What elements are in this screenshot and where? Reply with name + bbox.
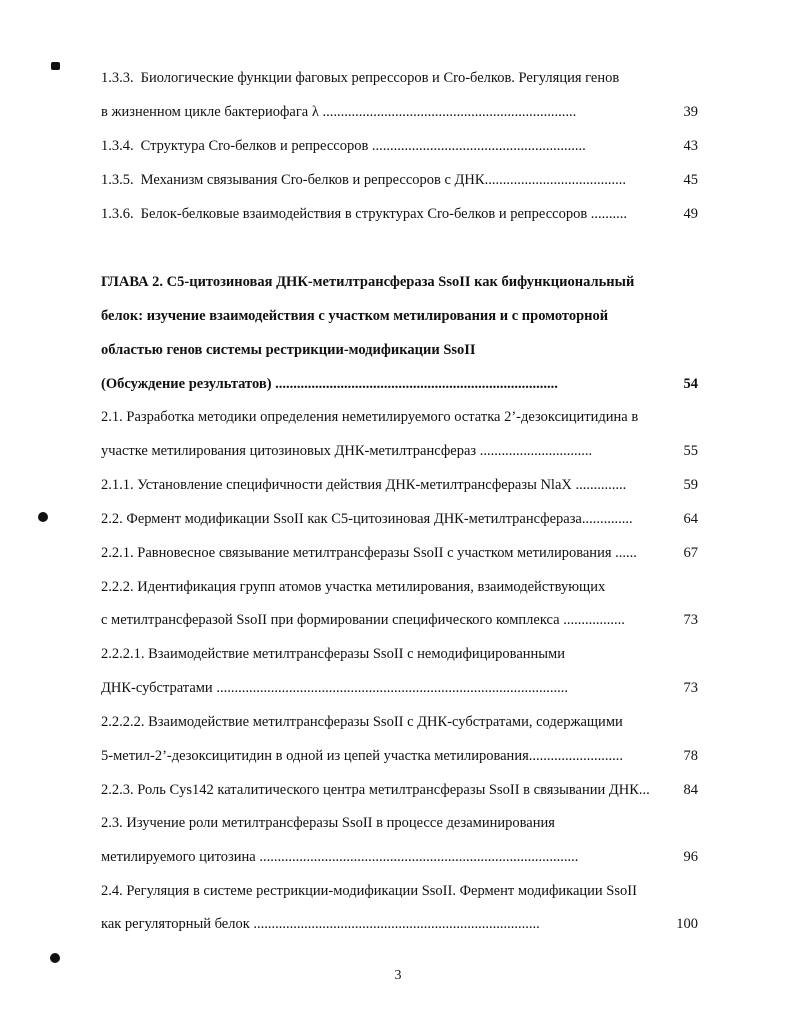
toc-entry-text: в жизненном цикле бактериофага λ ...................................................................... — [101, 104, 577, 120]
toc-entry: 2.2.2. Идентификация групп атомов участка метилирования, взаимодействующих — [101, 579, 606, 595]
toc-page-number: 67 — [683, 545, 698, 561]
scan-mark-bottom — [50, 953, 60, 963]
toc-page-number: 73 — [683, 680, 698, 696]
toc-entry: 2.4. Регуляция в системе рестрикции-модификации SsoII. Фермент модификации SsoII — [101, 883, 637, 899]
toc-page-number: 64 — [683, 511, 698, 527]
toc-page-number: 96 — [683, 849, 698, 865]
toc-entry: 2.2.1. Равновесное связывание метилтрансферазы SsoII с участком метилирования ...... — [101, 545, 637, 561]
toc-entry-text: Механизм связывания Cro-белков и репрессоров с ДНК....................................... — [140, 172, 626, 188]
toc-entry — [101, 134, 661, 158]
toc-entry: 2.1. Разработка методики определения неметилируемого остатка 2’-дезоксицитидина в — [101, 409, 639, 425]
chapter-heading: белок: изучение взаимодействия с участком метилирования и с промоторной — [101, 308, 609, 324]
toc-entry: ДНК-субстратами ................................................................................................. — [101, 680, 568, 696]
toc-entry-number: 1.3.6. — [101, 206, 134, 222]
toc-page-number: 55 — [683, 443, 698, 459]
toc-entry: с метилтрансферазой SsoII при формировании специфического комплекса ................. — [101, 612, 625, 628]
toc-entry: участке метилирования цитозиновых ДНК-метилтрансфераз ............................... — [101, 443, 593, 459]
scan-mark-middle — [38, 512, 48, 522]
toc-page-number: 100 — [676, 916, 698, 932]
toc-entry-text: Белок-белковые взаимодействия в структурах Cro-белков и репрессоров .......... — [140, 206, 628, 222]
chapter-heading: (Обсуждение результатов) .............................................................................. — [101, 376, 558, 392]
toc-entry-number: 1.3.3. — [101, 70, 134, 86]
page-footer-number: 3 — [394, 968, 402, 983]
toc-page-number: 39 — [683, 104, 698, 120]
toc-entry-text: Биологические функции фаговых репрессоров и Cro-белков. Регуляция генов — [140, 70, 620, 86]
toc-page-number: 78 — [683, 748, 698, 764]
toc-entry-text: Структура Cro-белков и репрессоров ........................................................... — [140, 138, 586, 154]
toc-page-number: 73 — [683, 612, 698, 628]
toc-entry — [101, 202, 661, 226]
toc-entry — [101, 100, 661, 124]
toc-entry: 2.2.2.2. Взаимодействие метилтрансферазы SsoII с ДНК-субстратами, содержащими — [101, 714, 623, 730]
toc-entry: как регуляторный белок ............................................................................... — [101, 916, 540, 932]
toc-page-number: 84 — [683, 782, 698, 798]
toc-entry — [101, 168, 661, 192]
toc-entry — [101, 66, 661, 90]
toc-entry: 2.2.2.1. Взаимодействие метилтрансферазы SsoII с немодифицированными — [101, 646, 565, 662]
chapter-heading: ГЛАВА 2. C5-цитозиновая ДНК-метилтрансфераза SsoII как бифункциональный — [101, 274, 635, 290]
chapter-heading: областью генов системы рестрикции-модификации SsoII — [101, 342, 476, 358]
toc-entry: метилируемого цитозина ........................................................................................ — [101, 849, 579, 865]
toc-entry: 2.1.1. Установление специфичности действия ДНК-метилтрансферазы NlaX .............. — [101, 477, 627, 493]
scan-mark-top — [51, 62, 60, 70]
toc-page-number: 49 — [683, 206, 698, 222]
toc-page-number: 45 — [683, 172, 698, 188]
toc-entry-number: 1.3.5. — [101, 172, 134, 188]
toc-page-number: 59 — [683, 477, 698, 493]
toc-page-number: 43 — [683, 138, 698, 154]
toc-entry-number: 1.3.4. — [101, 138, 134, 154]
toc-entry: 2.2.3. Роль Cys142 каталитического центра метилтрансферазы SsoII в связывании ДНК... — [101, 782, 650, 798]
toc-entry: 2.3. Изучение роли метилтрансферазы SsoII в процессе дезаминирования — [101, 815, 555, 831]
toc-page-number: 54 — [683, 376, 698, 392]
toc-entry: 2.2. Фермент модификации SsoII как C5-цитозиновая ДНК-метилтрансфераза.............. — [101, 511, 633, 527]
toc-entry: 5-метил-2’-дезоксицитидин в одной из цепей участка метилирования.......................... — [101, 748, 623, 764]
